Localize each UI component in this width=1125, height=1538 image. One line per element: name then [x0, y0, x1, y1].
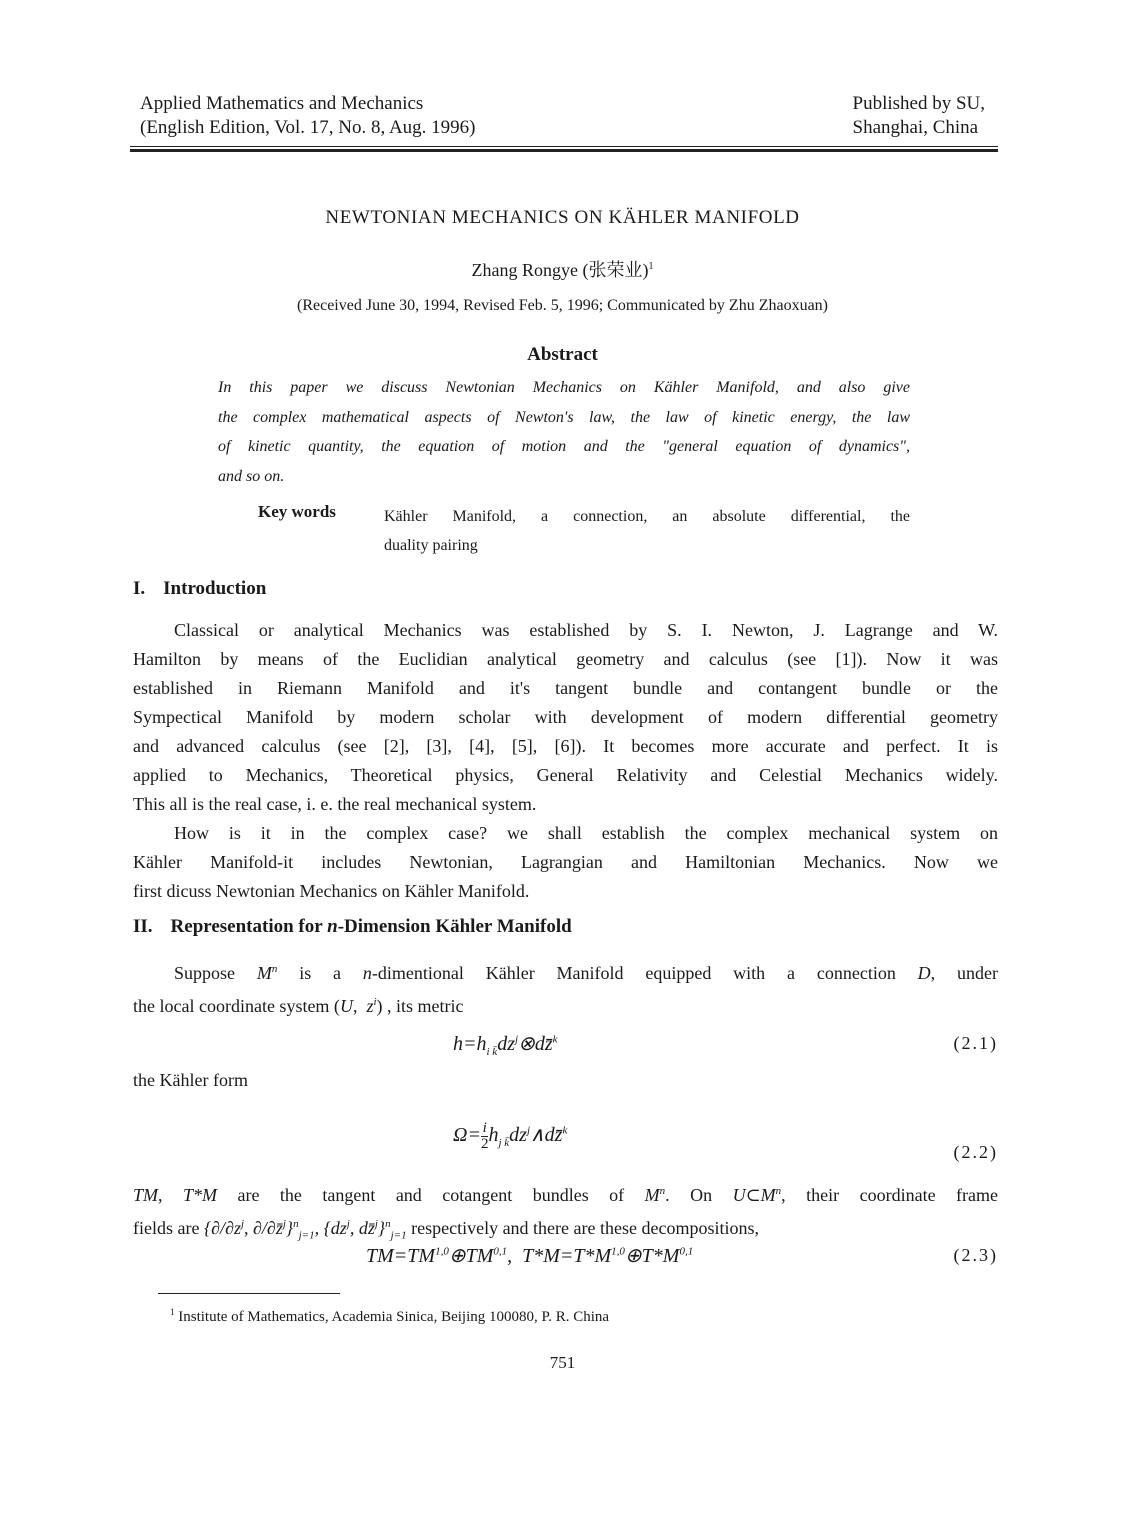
math-TstarM: T*M: [182, 1185, 217, 1205]
bundles-paragraph: [133, 1177, 998, 1251]
equation-2-2: Ω= $\frac{i}{2}$ $h_{j k̄}dz^j\wedge dz̄^k$: [453, 1120, 568, 1152]
section-number: II.: [133, 916, 153, 937]
section-heading-representation: [133, 916, 572, 938]
journal-edition: (English Edition, Vol. 17, No. 8, Aug. 1996): [140, 117, 476, 138]
math-frame-fields: {$\partial/\partial z^j$, ∂/∂z̄$^j$}$^n_{j=1}$, {$dz^j$, dz̄$^j$}$^n_{j=1}$: [203, 1218, 407, 1242]
text-line: Kähler Manifold-it includes Newtonian, Lagrangian and Hamiltonian Mechanics. Now we: [133, 852, 998, 872]
intro-paragraph-2: [133, 819, 998, 906]
text-line: Sympectical Manifold by modern scholar with development of modern differential geometry: [133, 707, 998, 727]
text-span: the Kähler form: [133, 1070, 248, 1090]
section-title: Representation for: [170, 916, 323, 937]
abstract-line: the complex mathematical aspects of Newton's law, the law of kinetic energy, the law: [218, 408, 910, 426]
text-span: On: [690, 1185, 713, 1205]
author-footnote-mark: 1: [648, 261, 654, 272]
publisher-header: [853, 92, 986, 140]
kahler-form-line: [133, 1066, 998, 1095]
section-number: I.: [133, 578, 146, 599]
text-line: [133, 955, 998, 988]
abstract-heading: Abstract: [527, 344, 598, 365]
math-U-subset-M: $U\subset M^n$: [732, 1185, 782, 1205]
math-U: U: [339, 996, 353, 1016]
journal-name: Applied Mathematics and Mechanics: [140, 93, 424, 114]
paper-title: NEWTONIAN MECHANICS ON KÄHLER MANIFOLD: [325, 207, 800, 228]
text-line: the local coordinate system (U, $z^i$) , its metric: [133, 996, 464, 1016]
author-name: Zhang Rongye (张荣业): [471, 260, 649, 280]
math-TM: TM: [133, 1185, 159, 1205]
math-n: n: [362, 963, 372, 983]
text-line: Classical or analytical Mechanics was established by S. I. Newton, J. Lagrange and W.: [174, 620, 998, 640]
section-title: -Dimension Kähler Manifold: [337, 916, 572, 937]
text-line: TM, T*M are the tangent and cotangent bundles of $M^n$. On $U\subset M^n$, their coordinate frame: [133, 1185, 998, 1205]
text-line: applied to Mechanics, Theoretical physics, General Relativity and Celestial Mechanics widely.: [133, 765, 998, 785]
abstract-line: and so on.: [218, 467, 285, 485]
text-span: their coordinate frame: [806, 1185, 998, 1205]
text-line: established in Riemann Manifold and it's tangent bundle and contangent bundle or the: [133, 678, 998, 698]
representation-paragraph: [133, 955, 998, 1021]
text-span: fields are: [133, 1218, 200, 1238]
math-M-n: $M^n$: [256, 963, 278, 983]
author-line: [0, 256, 1125, 282]
text-span: , under: [930, 963, 998, 983]
equation-2-3: TM=TM$^{1,0}$⊕TM$^{0,1}$, $T*M=T*M^{1,0}\oplus T*M^{0,1}$: [366, 1245, 694, 1267]
text-span: the local coordinate system (: [133, 996, 340, 1016]
equation-number: (2.2): [953, 1142, 998, 1162]
keywords-label: Key words: [258, 502, 336, 521]
section-title: Introduction: [163, 578, 267, 599]
text-span: are the tangent and cotangent bundles of: [237, 1185, 625, 1205]
keywords-line: duality pairing: [384, 537, 478, 554]
footnote-mark: 1: [170, 1307, 175, 1317]
received-dates: (Received June 30, 1994, Revised Feb. 5, 1996; Communicated by Zhu Zhaoxuan): [296, 297, 828, 314]
section-title-var: n: [327, 916, 338, 937]
text-span: -dimentional Kähler Manifold equipped with a connection: [371, 963, 896, 983]
footnote: [170, 1307, 609, 1326]
text-span: respectively and there are these decompositions,: [411, 1218, 759, 1238]
abstract-body: [218, 373, 910, 491]
header-rule-thick: [130, 149, 998, 152]
math-D: D: [917, 963, 931, 983]
text-span: is a: [299, 963, 342, 983]
text-line: Hamilton by means of the Euclidian analytical geometry and calculus (see [1]). Now it was: [133, 649, 998, 669]
text-line: How is it in the complex case? we shall establish the complex mechanical system on: [174, 823, 998, 843]
header-rule: [130, 146, 998, 147]
equation-2-1: $h=h_{i k̄}dz^j\otimes dz̄^k$: [453, 1033, 558, 1058]
math-z: z: [366, 996, 374, 1016]
page-number: 751: [549, 1353, 576, 1372]
intro-paragraph-1: [133, 616, 998, 819]
equation-number: (2.1): [953, 1033, 998, 1053]
abstract-line: In this paper we discuss Newtonian Mechanics on Kähler Manifold, and also give: [218, 379, 910, 396]
keywords-text: [384, 502, 910, 560]
text-span: Suppose: [174, 963, 236, 983]
equation-number: (2.3): [953, 1245, 998, 1265]
publisher-location: Shanghai, China: [852, 117, 979, 138]
journal-header: [140, 92, 476, 140]
text-line: This all is the real case, i. e. the real mechanical system.: [133, 794, 537, 814]
math-z-i: $z^i$: [366, 996, 377, 1016]
publisher-name: Published by SU,: [852, 93, 985, 114]
abstract-line: of kinetic quantity, the equation of motion and the "general equation of dynamics",: [218, 438, 910, 455]
section-heading-introduction: [133, 578, 266, 600]
text-span: ) , its metric: [376, 996, 464, 1016]
text-line: first dicuss Newtonian Mechanics on Kähler Manifold.: [133, 881, 530, 901]
text-line: and advanced calculus (see [2], [3], [4], [5], [6]). It becomes more accurate and perfect. It is: [133, 736, 998, 756]
footnote-rule: [158, 1293, 340, 1294]
math-M-n: $M^n$: [644, 1185, 666, 1205]
keywords-line: Kähler Manifold, a connection, an absolute differential, the: [384, 508, 910, 525]
footnote-text: Institute of Mathematics, Academia Sinica, Beijing 100080, P. R. China: [178, 1309, 610, 1325]
